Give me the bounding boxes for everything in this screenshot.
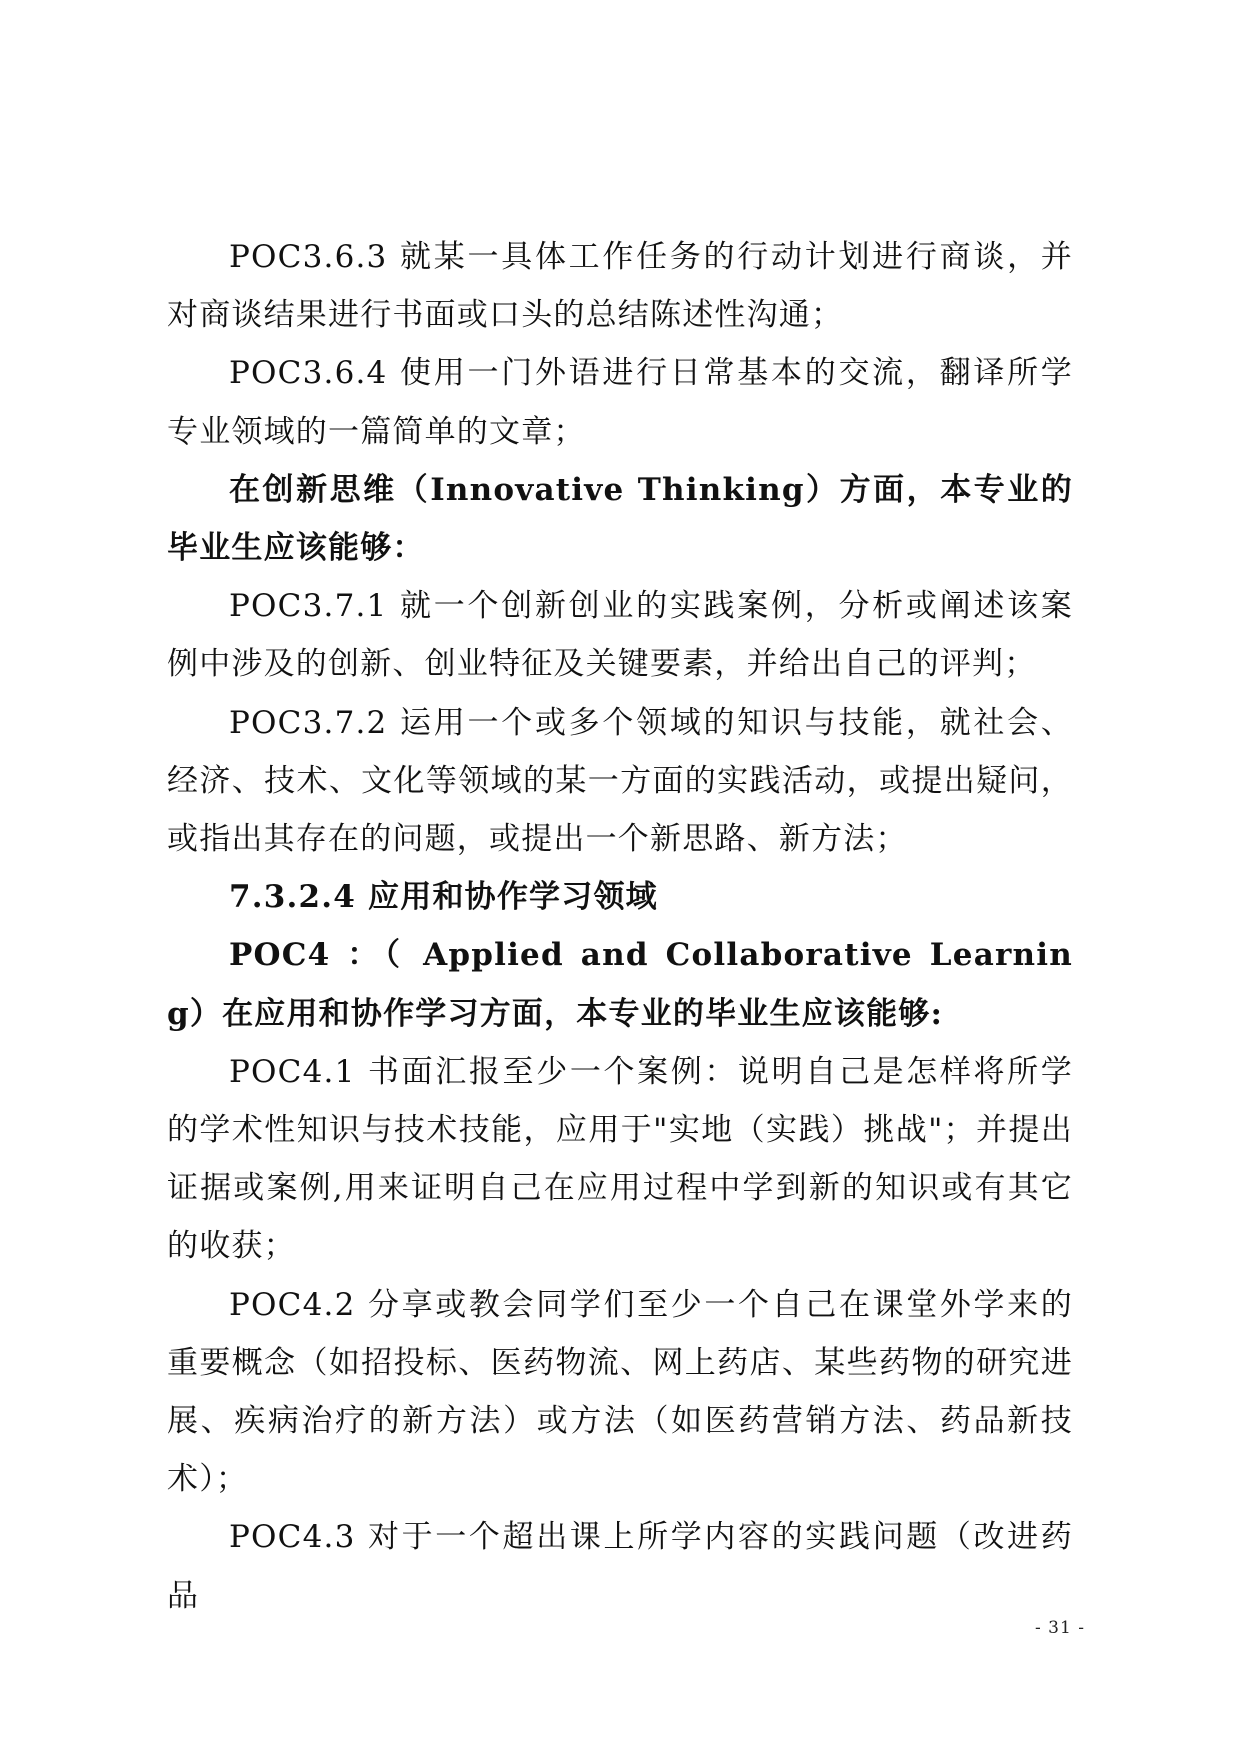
page-number: - 31 -: [1035, 1618, 1085, 1638]
heading-innovative-thinking: 在创新思维（Innovative Thinking）方面，本专业的毕业生应该能够：: [167, 471, 1073, 567]
paragraph-poc3-7-1: POC3.7.1 就一个创新创业的实践案例，分析或阐述该案例中涉及的创新、创业特征及关键要素，并给出自己的评判；: [167, 588, 1073, 683]
paragraph-poc3-6-4: POC3.6.4 使用一门外语进行日常基本的交流，翻译所学专业领域的一篇简单的文章；: [167, 355, 1073, 450]
document-body: [167, 228, 1073, 1625]
section-heading-7-3-2-4: 7.3.2.4 应用和协作学习领域: [229, 879, 658, 916]
paragraph-poc3-7-2: POC3.7.2 运用一个或多个领域的知识与技能，就社会、经济、技术、文化等领域的某一方面的实践活动，或提出疑问，或指出其存在的问题，或提出一个新思路、新方法；: [167, 704, 1073, 858]
paragraph-poc4-1: POC4.1 书面汇报至少一个案例：说明自己是怎样将所学的学术性知识与技术技能，应用于"实地（实践）挑战"；并提出证据或案例,用来证明自己在应用过程中学到新的知识或有其它的收获；: [167, 1053, 1073, 1265]
paragraph-poc4-3: POC4.3 对于一个超出课上所学内容的实践问题（改进药品: [167, 1519, 1073, 1614]
paragraph-poc4-2: POC4.2 分享或教会同学们至少一个自己在课堂外学来的重要概念（如招投标、医药物流、网上药店、某些药物的研究进展、疾病治疗的新方法）或方法（如医药营销方法、药品新技术）；: [167, 1286, 1073, 1498]
heading-poc4: POC4 ：（ Applied and Collaborative Learning）在应用和协作学习方面，本专业的毕业生应该能够:: [167, 937, 1073, 1032]
paragraph-poc3-6-3: POC3.6.3 就某一具体工作任务的行动计划进行商谈，并对商谈结果进行书面或口头的总结陈述性沟通；: [167, 239, 1073, 334]
